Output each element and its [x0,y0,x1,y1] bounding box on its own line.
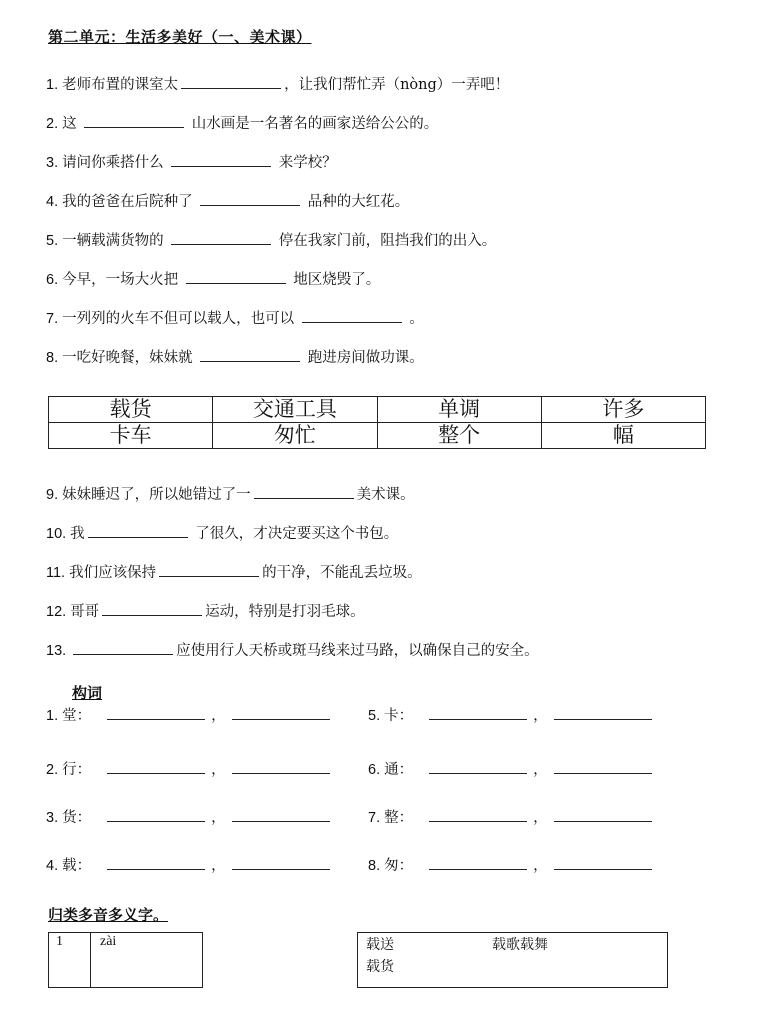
polyphone-word: 载货 [366,959,394,975]
question-row [46,484,746,523]
gouci-number: 8. [368,858,381,874]
question-number: 4. [46,194,59,210]
answer-blank[interactable] [159,562,259,577]
answer-blank[interactable] [73,640,173,655]
polyphone-row-number: 1 [56,934,63,949]
word-bank-cell: 单调 [377,397,541,423]
question-row [46,347,746,386]
word-bank-table [48,396,706,449]
question-number: 8. [46,350,59,366]
answer-blank[interactable] [84,113,184,128]
answer-blank[interactable] [554,807,652,822]
fill-in-section-1 [46,74,746,386]
gouci-number: 3. [46,810,59,826]
question-row [46,601,746,640]
answer-blank[interactable] [186,269,286,284]
question-number: 2. [46,116,59,132]
question-text-after: 地区烧毁了。 [288,272,381,288]
gouci-character: 货： [62,810,92,826]
gouci-item [46,806,336,827]
answer-blank[interactable] [171,230,271,245]
answer-blank[interactable] [107,855,205,870]
question-row [46,640,746,679]
answer-blank[interactable] [107,759,205,774]
question-text-before: 今早，一场大火把 [62,272,183,288]
comma-separator: ， [533,858,548,874]
gouci-item [368,854,658,875]
word-bank-cell: 载货 [49,397,213,423]
polyphone-table-left [48,932,203,988]
word-bank-cell: 许多 [541,397,705,423]
answer-blank[interactable] [429,759,527,774]
question-text-after: 。 [404,311,424,327]
gouci-character: 匆： [384,858,414,874]
polyphone-word: 载歌载舞 [492,937,548,953]
answer-blank[interactable] [232,855,330,870]
answer-blank[interactable] [554,759,652,774]
gouci-item [368,704,658,725]
gouci-item [368,806,658,827]
answer-blank[interactable] [554,855,652,870]
gouci-number: 2. [46,762,59,778]
question-number: 5. [46,233,59,249]
polyphone-table-divider [90,932,91,988]
question-text-before: 这 [62,116,82,132]
gouci-character: 卡： [384,708,414,724]
question-text-after: 停在我家门前，阻挡我们的出入。 [274,233,497,249]
question-number: 9. [46,487,59,503]
word-bank-cell: 匆忙 [213,423,377,449]
answer-blank[interactable] [302,308,402,323]
question-text-after: 来学校？ [274,155,337,171]
answer-blank[interactable] [88,523,188,538]
page-title: 第二单元：生活多美好（一、美术课） [48,28,312,46]
question-text-before: 老师布置的课室太 [62,77,179,93]
word-bank-cell: 卡车 [49,423,213,449]
comma-separator: ， [211,858,226,874]
question-text-before: 我 [70,526,85,542]
question-number: 7. [46,311,59,327]
question-text-after: 品种的大红花。 [303,194,410,210]
question-text-before: 一列列的火车不但可以载人，也可以 [62,311,299,327]
gouci-character: 堂： [62,708,92,724]
question-number: 11. [46,565,66,581]
answer-blank[interactable] [200,347,300,362]
answer-blank[interactable] [171,152,271,167]
gouci-item [46,704,336,725]
gouci-number: 1. [46,708,59,724]
gouci-number: 5. [368,708,381,724]
comma-separator: ， [533,762,548,778]
question-text-after: 的干净，不能乱丢垃圾。 [262,565,422,581]
answer-blank[interactable] [554,705,652,720]
word-bank-row [49,397,706,423]
question-row [46,113,746,152]
question-text-after: 跑进房间做功课。 [303,350,424,366]
comma-separator: ， [211,762,226,778]
comma-separator: ， [211,708,226,724]
fill-in-section-2 [46,484,746,679]
word-bank-cell: 幅 [541,423,705,449]
question-text-before: 妹妹睡迟了，所以她错过了一 [62,487,251,503]
answer-blank[interactable] [232,759,330,774]
word-bank-cell: 交通工具 [213,397,377,423]
answer-blank[interactable] [232,807,330,822]
question-text-before: 我们应该保持 [69,565,157,581]
question-text-after: 应使用行人天桥或斑马线来过马路，以确保自己的安全。 [176,643,539,659]
answer-blank[interactable] [429,855,527,870]
polyphone-word: 载送 [366,937,394,953]
gouci-character: 行： [62,762,92,778]
question-row [46,152,746,191]
question-text-after: 美术课。 [356,487,415,503]
gouci-number: 7. [368,810,381,826]
gouci-title: 构词 [72,684,103,702]
question-text-after: 了很久，才决定要买这个书包。 [190,526,399,542]
question-number: 3. [46,155,59,171]
question-number: 10. [46,526,67,542]
question-text-after: 运动，特别是打羽毛球。 [205,604,365,620]
comma-separator: ， [533,810,548,826]
gouci-item [368,758,658,779]
answer-blank[interactable] [254,484,354,499]
question-text-after: 山水画是一名著名的画家送给公公的。 [187,116,439,132]
gouci-number: 6. [368,762,381,778]
comma-separator: ， [211,810,226,826]
answer-blank[interactable] [200,191,300,206]
answer-blank[interactable] [107,807,205,822]
gouci-character: 整： [384,810,414,826]
polyphone-title: 归类多音多义字。 [48,906,169,924]
question-row [46,230,746,269]
answer-blank[interactable] [232,705,330,720]
question-row [46,269,746,308]
question-text-before: 我的爸爸在后院种了 [62,194,198,210]
question-text-before: 哥哥 [70,604,100,620]
gouci-number: 4. [46,858,59,874]
question-text-before: 一辆载满货物的 [62,233,169,249]
comma-separator: ， [533,708,548,724]
answer-blank[interactable] [102,601,202,616]
gouci-character: 通： [384,762,414,778]
gouci-character: 载： [62,858,92,874]
question-row [46,74,746,113]
answer-blank[interactable] [181,74,281,89]
answer-blank[interactable] [429,705,527,720]
question-number: 1. [46,77,59,93]
question-row [46,191,746,230]
question-text-after: ，让我们帮忙弄（nòng）一弄吧！ [284,77,510,93]
question-row [46,523,746,562]
word-bank-row [49,423,706,449]
question-number: 13. [46,643,67,659]
answer-blank[interactable] [107,705,205,720]
question-row [46,562,746,601]
answer-blank[interactable] [429,807,527,822]
question-text-before: 请问你乘搭什么 [62,155,169,171]
question-row [46,308,746,347]
gouci-item [46,758,336,779]
gouci-item [46,854,336,875]
question-number: 12. [46,604,67,620]
word-bank-cell: 整个 [377,423,541,449]
question-text-before: 一吃好晚餐，妹妹就 [62,350,198,366]
polyphone-pinyin: zài [100,934,117,949]
question-number: 6. [46,272,59,288]
